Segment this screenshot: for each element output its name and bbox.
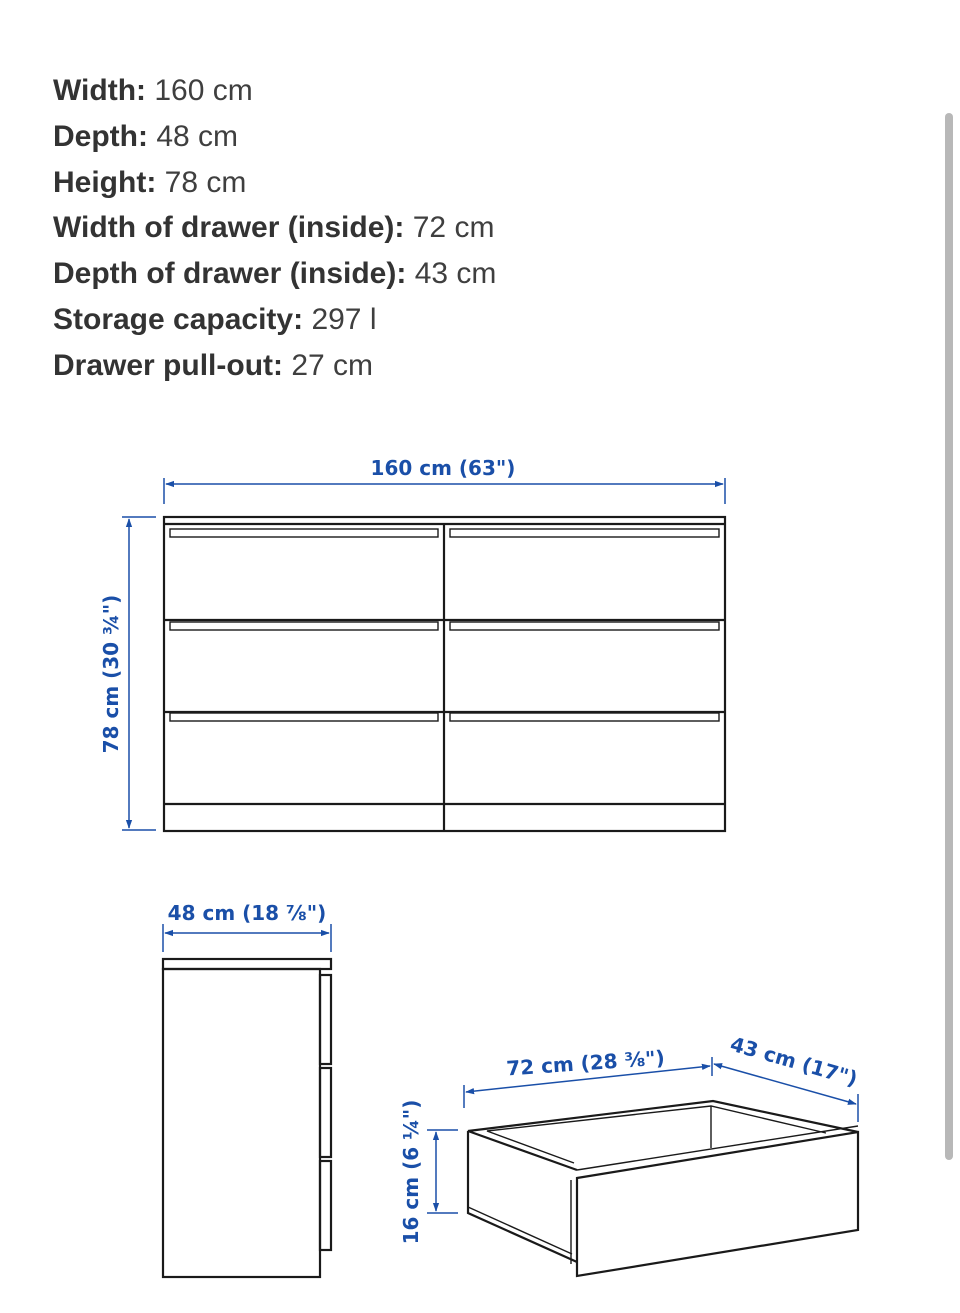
side-depth-label: 48 cm (18 ⅞") [167,901,327,925]
spec-label: Width of drawer (inside): [53,211,405,245]
spec-label: Depth of drawer (inside): [53,257,407,291]
drawer-width-dimension [464,1046,712,1108]
front-width-dimension [164,456,725,504]
front-height-dimension [99,517,156,830]
drawer-height-label: 16 cm (6 ¼") [399,1099,423,1245]
spec-label: Storage capacity: [53,302,304,336]
drawer-depth-label: 43 cm (17") [727,1031,861,1091]
spec-label: Drawer pull-out: [53,348,283,382]
dresser-side [163,959,331,1277]
front-height-label: 78 cm (30 ¾") [99,594,123,754]
front-view [99,456,725,831]
drawer-view [399,1032,860,1276]
spec-label: Height: [53,165,157,199]
drawer-box [468,1101,858,1276]
drawer-width-label: 72 cm (28 ⅜") [505,1045,666,1081]
dresser-front [164,517,725,831]
side-view [163,901,331,1277]
spec-value: 160 cm [154,74,253,107]
spec-value: 297 l [311,302,377,336]
spec-value: 48 cm [156,119,239,153]
spec-label: Depth: [53,119,148,153]
spec-value: 72 cm [412,211,495,245]
spec-value: 27 cm [291,348,374,382]
side-depth-dimension [163,901,331,952]
spec-value: 43 cm [414,257,497,291]
drawer-height-dimension [399,1100,458,1245]
drawer-depth-dimension [714,1032,860,1122]
spec-value: 78 cm [164,165,247,199]
spec-label: Width: [53,74,147,107]
front-width-label: 160 cm (63") [370,456,516,480]
